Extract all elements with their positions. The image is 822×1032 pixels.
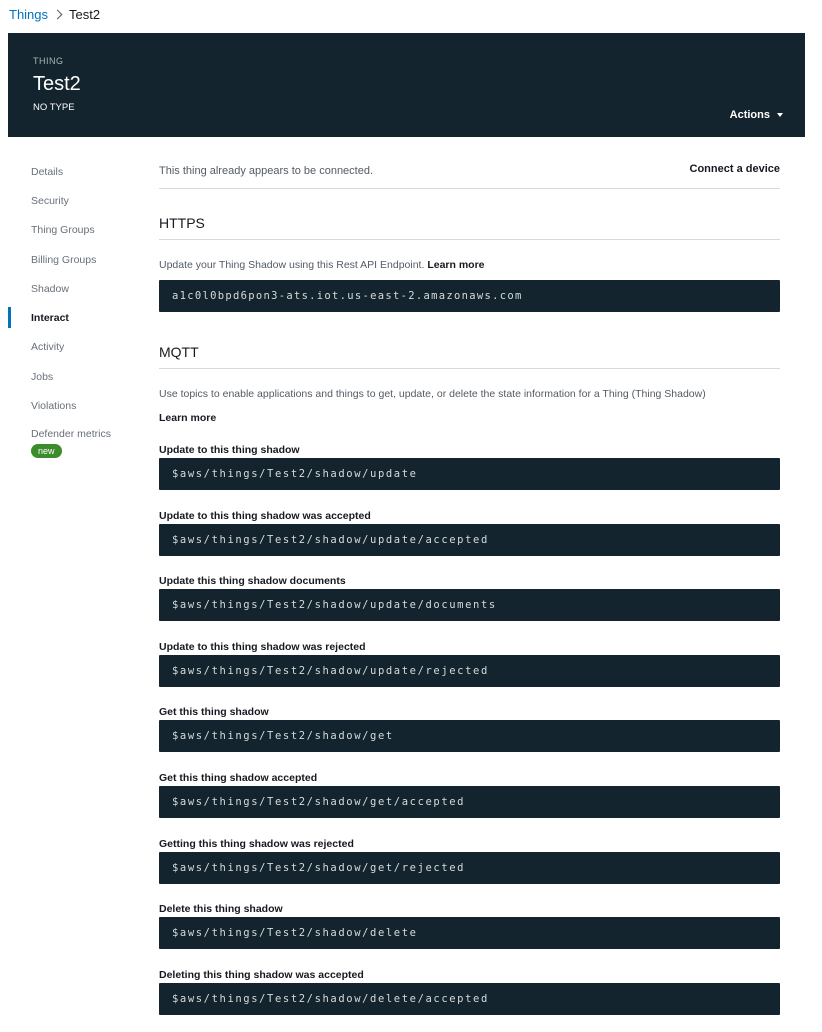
mqtt-topics-list — [159, 442, 780, 1015]
sidebar-item-activity[interactable] — [8, 333, 138, 362]
https-description-text: Update your Thing Shadow using this Rest API Endpoint. — [159, 259, 425, 271]
https-section-title: HTTPS — [159, 215, 780, 240]
mqtt-description: Use topics to enable applications and things to get, update, or delete the state information for a Thing (Thing Shadow) — [159, 388, 706, 400]
sidebar-item-defender-metrics[interactable] — [8, 421, 138, 461]
connection-status-row — [159, 150, 780, 189]
topic-item — [159, 967, 780, 1015]
sidebar-item-label: Thing Groups — [31, 224, 95, 237]
topic-field[interactable]: $aws/things/Test2/shadow/update — [159, 458, 780, 490]
sidebar-nav — [8, 157, 138, 461]
topic-field[interactable]: $aws/things/Test2/shadow/delete — [159, 917, 780, 949]
connection-status-text: This thing already appears to be connected. — [159, 165, 374, 177]
thing-type-label: NO TYPE — [33, 102, 75, 113]
mqtt-learn-more-link[interactable]: Learn more — [159, 412, 217, 424]
sidebar-item-label: Billing Groups — [31, 253, 97, 266]
topic-field[interactable]: $aws/things/Test2/shadow/update/accepted — [159, 524, 780, 556]
sidebar-item-label: Jobs — [31, 370, 54, 383]
topic-label: Get this thing shadow — [159, 706, 269, 719]
topic-label: Update to this thing shadow was rejected — [159, 640, 366, 653]
sidebar-item-thing-groups[interactable] — [8, 216, 138, 245]
topic-label: Delete this thing shadow — [159, 903, 283, 916]
topic-label: Getting this thing shadow was rejected — [159, 837, 354, 850]
topic-field[interactable]: $aws/things/Test2/shadow/update/rejected — [159, 655, 780, 687]
new-badge: new — [31, 444, 62, 458]
topic-item — [159, 836, 780, 884]
topic-field[interactable]: $aws/things/Test2/shadow/get — [159, 720, 780, 752]
topic-label: Deleting this thing shadow was accepted — [159, 968, 364, 981]
page-title: Test2 — [33, 73, 81, 95]
breadcrumb-link-things[interactable]: Things — [9, 6, 49, 22]
connect-device-link[interactable]: Connect a device — [689, 163, 780, 175]
topic-item — [159, 639, 780, 687]
caret-down-icon — [777, 113, 783, 117]
sidebar-item-label: Violations — [31, 400, 77, 413]
breadcrumb — [9, 5, 100, 23]
topic-field[interactable]: $aws/things/Test2/shadow/update/documents — [159, 589, 780, 621]
interact-panel — [159, 150, 780, 1032]
topic-item — [159, 508, 780, 556]
sidebar-item-security[interactable] — [8, 186, 138, 215]
actions-label: Actions — [729, 109, 770, 121]
sidebar-item-billing-groups[interactable] — [8, 245, 138, 274]
chevron-right-icon — [53, 9, 63, 19]
sidebar-item-violations[interactable] — [8, 391, 138, 420]
topic-item — [159, 770, 780, 818]
sidebar-item-label: Defender metrics — [31, 427, 111, 440]
sidebar-item-label: Details — [31, 165, 64, 178]
sidebar-item-label: Security — [31, 194, 69, 207]
topic-field[interactable]: $aws/things/Test2/shadow/delete/accepted — [159, 983, 780, 1015]
sidebar-item-interact[interactable] — [8, 303, 138, 332]
thing-header — [8, 33, 805, 137]
actions-button[interactable] — [730, 109, 783, 121]
topic-label: Update to this thing shadow was accepted — [159, 509, 371, 522]
sidebar-item-label: Interact — [31, 312, 69, 325]
https-description — [159, 259, 780, 271]
sidebar-item-jobs[interactable] — [8, 362, 138, 391]
topic-item — [159, 704, 780, 752]
sidebar-item-label: Shadow — [31, 282, 69, 295]
breadcrumb-current: Test2 — [69, 6, 101, 22]
sidebar-item-shadow[interactable] — [8, 274, 138, 303]
https-learn-more-link[interactable]: Learn more — [427, 259, 485, 271]
topic-item — [159, 901, 780, 949]
topic-field[interactable]: $aws/things/Test2/shadow/get/accepted — [159, 786, 780, 818]
topic-item — [159, 442, 780, 490]
topic-label: Update to this thing shadow — [159, 444, 300, 456]
sidebar-item-details[interactable] — [8, 157, 138, 186]
sidebar-item-label: Activity — [31, 341, 65, 354]
topic-field[interactable]: $aws/things/Test2/shadow/get/rejected — [159, 852, 780, 884]
mqtt-section-title: MQTT — [159, 344, 780, 369]
thing-kind-label: THING — [33, 56, 64, 66]
topic-label: Update this thing shadow documents — [159, 575, 346, 588]
rest-endpoint-field[interactable]: a1c0l0bpd6pon3-ats.iot.us-east-2.amazonaws.com — [159, 280, 780, 312]
topic-label: Get this thing shadow accepted — [159, 771, 318, 784]
topic-item — [159, 573, 780, 621]
